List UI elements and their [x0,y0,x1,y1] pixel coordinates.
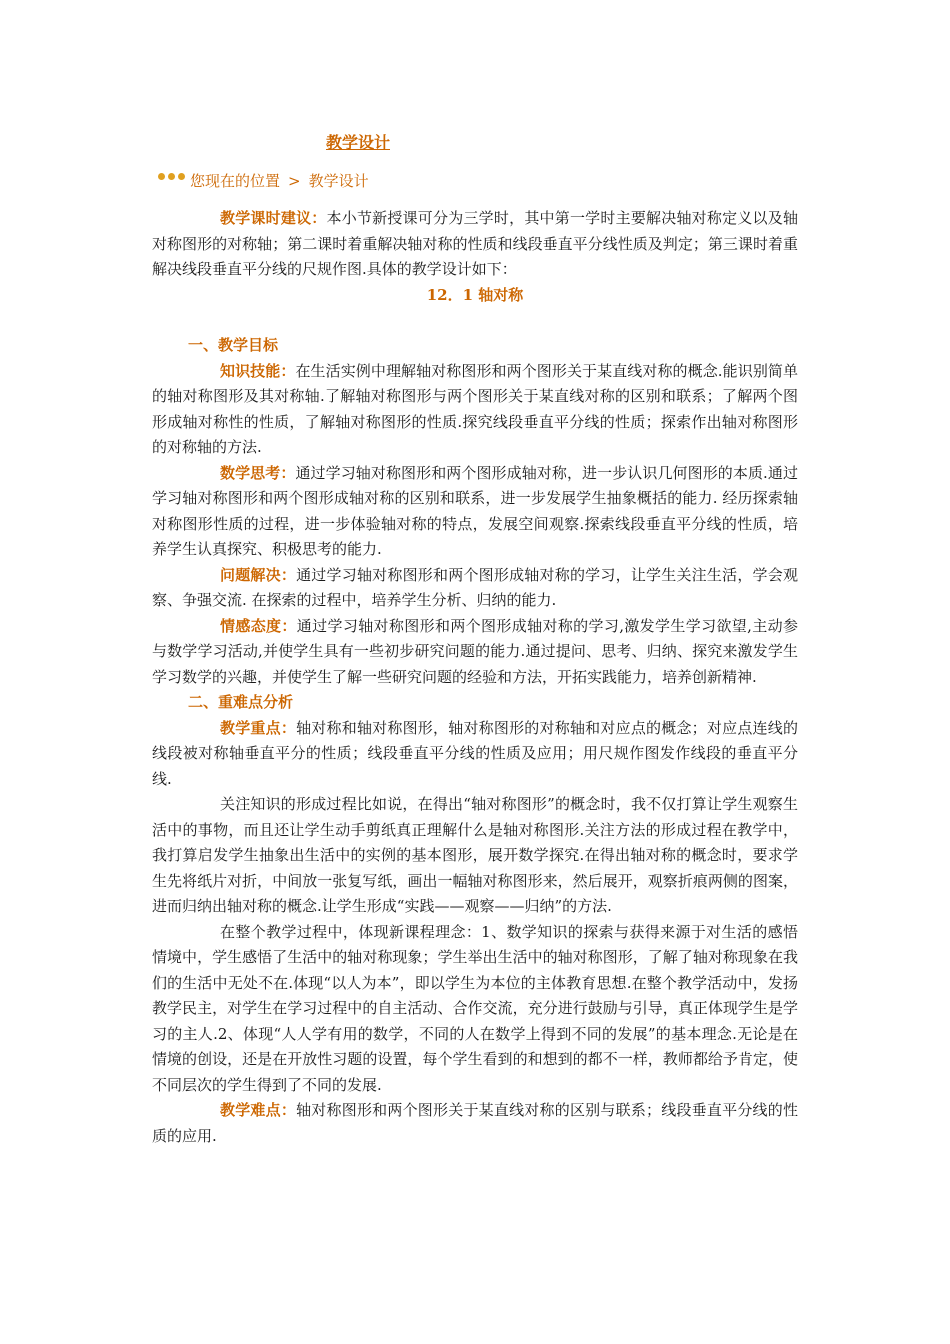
goal-text: 通过学习轴对称图形和两个图形成轴对称的学习，让学生关注生活，学会观察、争强交流. 在探索的过程中，培养学生分析、归纳的能力. [152,565,798,609]
goal-text: 在生活实例中理解轴对称图形和两个图形关于某直线对称的概念.能识别简单的轴对称图形及其对称轴.了解轴对称图形与两个图形关于某直线对称的区别和联系；了解两个图形成轴对称性的性质，了解轴对称图形的性质.探究线段垂直平分线的性质；探索作出轴对称图形的对称轴的方法. [152,361,798,456]
blank-line [152,308,798,333]
intro-text: 本小节新授课可分为三学时，其中第一学时主要解决轴对称定义以及轴对称图形的对称轴；第二课时着重解决轴对称的性质和线段垂直平分线性质及判定；第三课时着重解决线段垂直平分线的尺规作图.具体的教学设计如下： [152,209,798,278]
body-paragraph: 在整个教学过程中，体现新课程理念：1、数学知识的探索与获得来源于对生活的感悟情境中，学生感悟了生活中的轴对称现象；学生举出生活中的轴对称图形，了解了轴对称现象在我们的生活中无处不在.体现“以人为本”，即以学生为本位的主体教育思想.在整个教学活动中，发扬教学民主，对学生在学习过程中的自主活动、合作交流，充分进行鼓励与引导，真正体现学生是学习的主人.2、体现“人人学有用的数学，不同的人在数学上得到不同的发展”的基本理念.无论是在情境的创设，还是在开放性习题的设置，每个学生看到的和想到的都不一样，教师都给予肯定，使不同层次的学生得到了不同的发展. [152,922,798,1094]
intro-paragraph [152,206,798,283]
goal-label: 问题解决： [220,565,297,584]
goal-label: 情感态度： [220,616,297,635]
breadcrumb-current[interactable]: 教学设计 [308,172,369,190]
breadcrumb-prefix: 您现在的位置 [190,172,281,190]
goal-label: 知识技能： [220,361,296,380]
document-body [152,206,798,1149]
difficulty-label: 教学难点： [220,1101,297,1119]
difficulty-paragraph [152,1098,798,1149]
goal-thinking [152,461,798,563]
intro-label: 教学课时建议： [220,209,327,227]
goal-label: 数学思考： [220,463,296,482]
dots-icon [158,173,185,180]
goal-text: 通过学习轴对称图形和两个图形成轴对称的学习,激发学生学习欲望,主动参与数学学习活动,并使学生具有一些初步研究问题的能力.通过提问、思考、归纳、探究来激发学生学习数学的兴趣，并使学生了解一些研究问题的经验和方法，开拓实践能力，培养创新精神. [152,616,798,686]
key-point-paragraph [152,716,798,793]
goal-knowledge [152,359,798,461]
breadcrumb-separator: > [288,171,301,190]
breadcrumb [158,170,369,191]
key-point-text: 轴对称和轴对称图形，轴对称图形的对称轴和对应点的概念；对应点连线的线段被对称轴垂直平分的性质；线段垂直平分线的性质及应用；用尺规作图发作线段的垂直平分线. [152,718,798,788]
heading-analysis: 二、重难点分析 [188,693,294,711]
page-title[interactable]: 教学设计 [325,133,390,152]
body-paragraph: 关注知识的形成过程比如说，在得出“轴对称图形”的概念时，我不仅打算让学生观察生活中的事物，而且还让学生动手剪纸真正理解什么是轴对称图形.关注方法的形成过程在教学中，我打算启发学生抽象出生活中的实例的基本图形，展开数学探究.在得出轴对称的概念时，要求学生先将纸片对折，中间放一张复写纸，画出一幅轴对称图形来，然后展开，观察折痕两侧的图案，进而归纳出轴对称的概念.让学生形成“实践——观察——归纳”的方法. [152,795,798,915]
difficulty-text: 轴对称图形和两个图形关于某直线对称的区别与联系；线段垂直平分线的性质的应用. [152,1101,798,1145]
goal-text: 通过学习轴对称图形和两个图形成轴对称，进一步认识几何图形的本质.通过学习轴对称图形和两个图形成轴对称的区别和联系，进一步发展学生抽象概括的能力. 经历探索轴对称图形性质的过程，进一步体验轴对称的特点，发展空间观察.探索线段垂直平分线的性质，培养学生认真探究、积极思考的能力. [152,463,798,558]
section-title: 12．1 轴对称 [426,285,524,304]
key-point-label: 教学重点： [220,718,297,737]
goal-attitude [152,614,798,691]
heading-goals: 一、教学目标 [188,336,279,354]
goal-problem-solving [152,563,798,614]
